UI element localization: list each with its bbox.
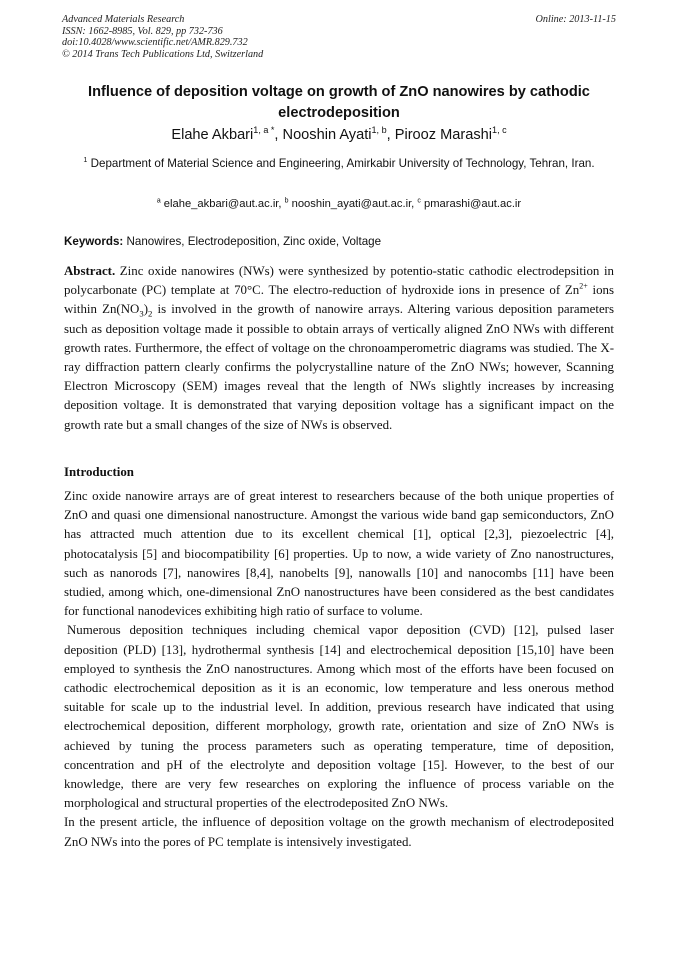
- affiliation-text: Department of Material Science and Engineering, Amirkabir University of Technology, Tehran, Iran.: [87, 157, 595, 170]
- author-emails: [62, 196, 616, 212]
- paragraph: Zinc oxide nanowire arrays are of great interest to researchers because of the both unique properties of ZnO and quasi one dimensional nanostructure. Amongst the various wide band gap semiconductors, ZnO has attracted much attention due to its excellent chemical [1], optical [2,3], piezoelectric [4], photocatalysis [5] and biocompatibility [6] properties. Up to now, a wide variety of Zno nanostructures, such as nanorods [7], nanowires [8,4], nanobelts [9], nanowalls [10] and nanocombs [11] have been studied, among which, one-dimensional ZnO nanostructures have been considered as the best candidates for functional nanodevices exhibiting high ratio of surface to volume.: [64, 489, 614, 619]
- affiliation: [62, 155, 616, 173]
- ion-charge: 2+: [579, 281, 588, 291]
- author-name: Nooshin Ayati: [282, 127, 372, 143]
- abstract-text: Zinc oxide nanowires (NWs) were synthesized by potentio-static cathodic electrodepsition in polycarbonate (PC) template at 70°C. The electro-reduction of hydroxide ions in presence of Zn: [64, 264, 614, 298]
- issn-line: ISSN: 1662-8985, Vol. 829, pp 732-736: [62, 25, 223, 37]
- email-address[interactable]: nooshin_ayati@aut.ac.ir,: [288, 198, 418, 210]
- affiliation-mark: 1: [83, 155, 88, 165]
- author-affiliation-mark: 1, c: [492, 125, 507, 136]
- author-separator: ,: [386, 127, 395, 143]
- introduction-heading: Introduction: [64, 465, 134, 479]
- journal-header: [62, 14, 616, 60]
- abstract-text: ions within Zn(NO: [64, 283, 614, 317]
- author-list: [40, 125, 638, 145]
- abstract-text: is involved in the growth of nanowire arrays. Altering various deposition parameters such as deposition voltage made it possible to obtain arrays of vertically aligned ZnO NWs with different growth rates. Furthermore, the effect of voltage on the chronoamperometric diagrams was studied. The X-ray diffraction pattern clearly confirms the polycrystalline nature of the ZnO NWs; however, Scanning Electron Microscopy (SEM) images reveal that the length of NWs slightly increases by increasing deposition voltage. It is demonstrated that varying deposition voltage has a significant impact on the growth rate but a small changes of the size of NWs is observed.: [64, 302, 614, 432]
- introduction-body: [64, 487, 614, 852]
- abstract-text: ): [143, 302, 149, 317]
- author-name: Pirooz Marashi: [394, 127, 493, 143]
- abstract: [64, 262, 614, 435]
- email-mark: b: [284, 197, 289, 205]
- email-mark: c: [417, 197, 421, 205]
- paragraph: In the present article, the influence of deposition voltage on the growth mechanism of electrodeposited ZnO NWs into the pores of PC template is intensively investigated.: [64, 815, 614, 849]
- author-affiliation-mark: 1, b: [371, 125, 387, 136]
- keywords-label: Keywords:: [64, 235, 124, 248]
- formula-subscript: 2: [148, 308, 153, 319]
- online-date: Online: 2013-11-15: [535, 14, 616, 25]
- email-address[interactable]: elahe_akbari@aut.ac.ir,: [160, 198, 285, 210]
- abstract-label: Abstract.: [64, 264, 116, 278]
- keywords-text: Nanowires, Electrodeposition, Zinc oxide, Voltage: [123, 235, 382, 248]
- paper-title: Influence of deposition voltage on growth of ZnO nanowires by cathodic electrodeposition: [88, 84, 590, 121]
- author-name: Elahe Akbari: [171, 127, 254, 143]
- email-mark: a: [156, 197, 161, 205]
- paragraph: Numerous deposition techniques including chemical vapor deposition (CVD) [12], pulsed laser deposition (PLD) [13], hydrothermal synthesis [14] and electrochemical deposition [15,10] have been employed to synthesis the ZnO nanostructures. Among which most of the efforts have been focused on cathodic electrochemical deposition as it is an economic, low temperature and less onerous method suitable for scale up to the industrial level. In addition, previous research have indicated that using electrochemical deposition, different morphology, growth rate, orientation and size of ZnO NWs is achieved by tuning the process parameters such as operating temperature, time of deposition, concentration and pH of the electrolyte and deposition voltage [15]. However, to the best of our knowledge, there are very few researches on exploring the influence of process variable on the morphological and structural properties of the electrodeposited ZnO NWs.: [64, 623, 614, 811]
- keywords: [64, 234, 616, 250]
- author-separator: ,: [274, 127, 283, 143]
- author-affiliation-mark: 1, a *: [253, 125, 275, 136]
- formula-subscript: 3: [139, 308, 144, 319]
- email-address[interactable]: pmarashi@aut.ac.ir: [420, 198, 522, 210]
- doi-line[interactable]: doi:10.4028/www.scientific.net/AMR.829.732: [62, 37, 248, 49]
- copyright-line: © 2014 Trans Tech Publications Ltd, Switzerland: [62, 48, 264, 60]
- journal-name: Advanced Materials Research: [62, 14, 185, 25]
